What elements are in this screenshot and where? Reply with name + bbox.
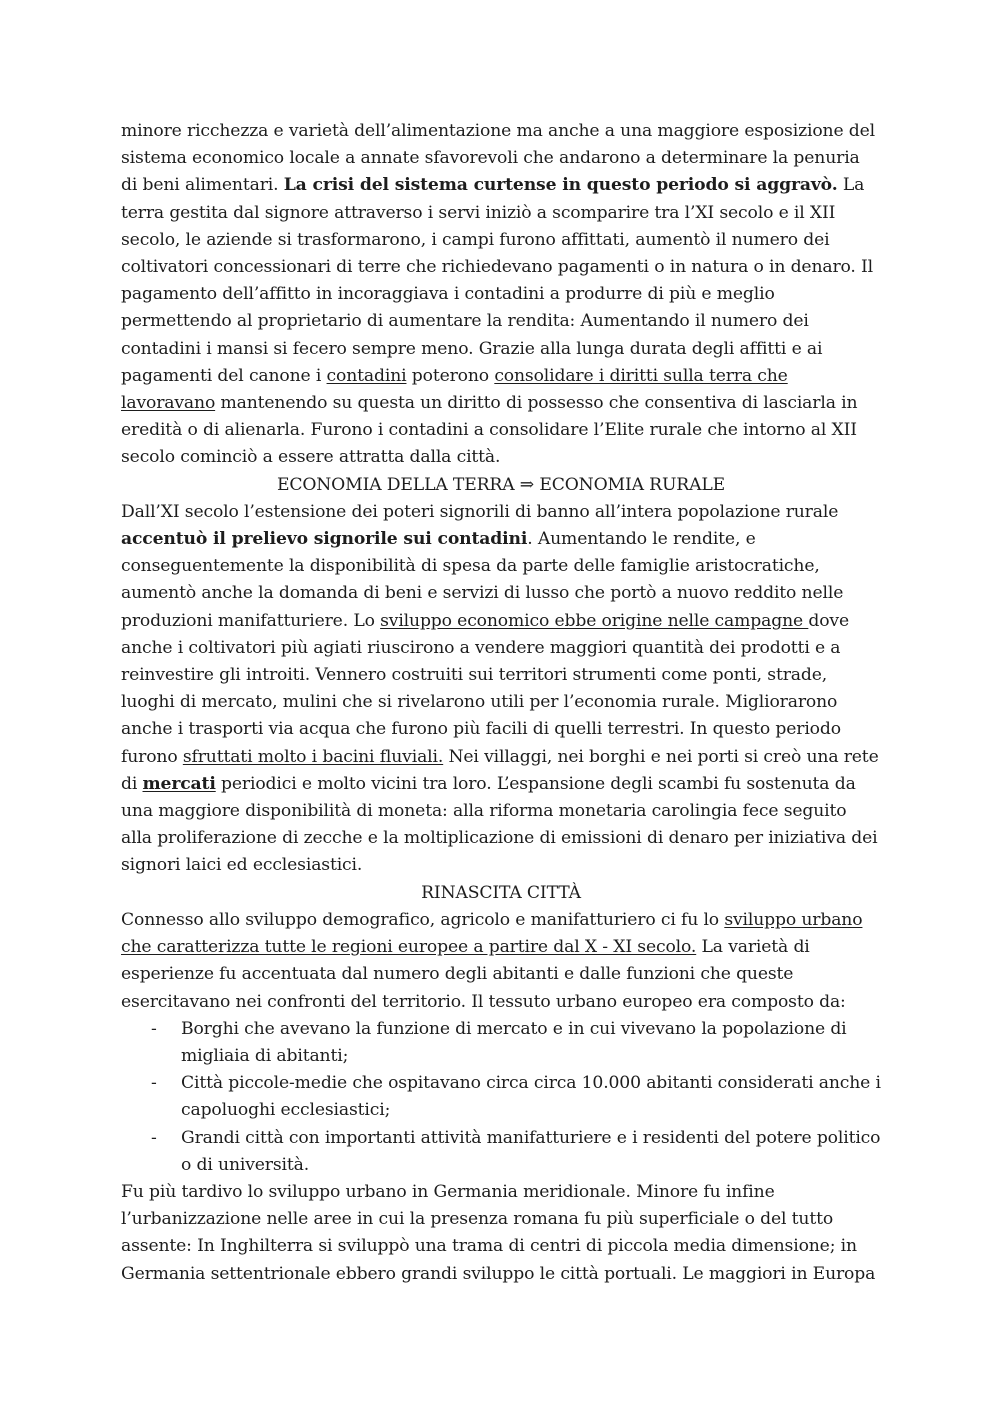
list-bullet: - [151, 1127, 157, 1148]
underlined-text: consolidare i diritti sulla terra che lavoravano [121, 365, 788, 414]
list-item [121, 1070, 881, 1124]
text: La terra gestita dal signore attraverso i servi iniziò a scomparire tra l’XI secolo e il XII secolo, le aziende si trasformarono, i campi furono affittati, aumentò il numero dei coltivatori concessionari di terre che richiedevano pagamenti o in natura o in denaro. Il pagamento dell’affitto in incoraggiava i contadini a produrre di più e meglio permettendo al proprietario di aumentare la rendita: Aumentando il numero dei contadini i mansi si fecero sempre meno. Grazie alla lunga durata degli affitti e ai pagamenti del canone i [121, 175, 874, 386]
underlined-text: sviluppo urbano che caratterizza tutte le regioni europee a partire dal X - XI secolo. [121, 909, 863, 958]
list-item [121, 1016, 881, 1070]
paragraph-curtense-crisis [121, 118, 881, 472]
paragraph-urban-development [121, 907, 881, 1016]
bold-text: La crisi del sistema curtense in questo periodo si aggravò. [283, 175, 838, 196]
underlined-text: contadini [326, 365, 407, 386]
paragraph-urbanization: Fu più tardivo lo sviluppo urbano in Germania meridionale. Minore fu infine l’urbanizzazione nelle aree in cui la presenza romana fu più superficiale o del tutto assente: In Inghilterra si sviluppò una trama di centri di piccola media dimensione; in Germania settentrionale ebbero grandi sviluppo le città portuali. Le maggiori in Europa [121, 1181, 876, 1284]
bold-underlined-text [143, 774, 216, 794]
list-item-text: Città piccole-medie che ospitavano circa circa 10.000 abitanti considerati anche i capoluoghi ecclesiastici; [181, 1073, 881, 1121]
underlined-text: mercati [142, 773, 216, 794]
text: dove anche i coltivatori più agiati riuscirono a vendere maggiori quantità dei prodotti e a reinvestire gli introiti. Vennero costruiti sui territori strumenti come ponti, strade, luoghi di mercato, mulini che si rivelarono utili per l’economia rurale. Migliorarono anche i trasporti via acqua che furono più facili di quelli terrestri. In questo periodo furono [121, 610, 849, 767]
bold-text: accentuò il prelievo signorile sui contadini [121, 529, 528, 550]
text: poterono [406, 365, 495, 386]
text: Connesso allo sviluppo demografico, agricolo e manifatturiero ci fu lo [121, 909, 725, 930]
text: Nei villaggi, nei borghi e nei porti si creò una rete di [121, 746, 879, 794]
text: Dall’XI secolo l’estensione dei poteri signorili di banno all’intera popolazione rurale [121, 501, 839, 522]
urban-fabric-list [121, 1016, 881, 1179]
text: mantenendo su questa un diritto di possesso che consentiva di lasciarla in eredità o di alienarla. Furono i contadini a consolidare l’Elite rurale che intorno al XII secolo cominciò a essere attratta dalla città. [121, 393, 858, 468]
paragraph-rural-economy [121, 499, 881, 880]
list-item-text: Grandi città con importanti attività manifatturiere e i residenti del potere politico o di università. [181, 1127, 881, 1175]
section-heading-city-rebirth: RINASCITA CITTÀ [421, 882, 581, 903]
document-page [121, 118, 881, 1288]
underlined-text: sfruttati molto i bacini fluviali. [182, 746, 444, 767]
list-bullet: - [151, 1018, 157, 1039]
list-item [121, 1125, 881, 1179]
list-bullet: - [151, 1073, 157, 1094]
section-heading-rural-economy: ECONOMIA DELLA TERRA ⇒ ECONOMIA RURALE [276, 474, 726, 495]
text: . Aumentando le rendite, e conseguentemente la disponibilità di spesa da parte delle famiglie aristocratiche, aumentò anche la domanda di beni e servizi di lusso che portò a nuovo reddito nelle produzioni manifatturiere. Lo [121, 529, 844, 631]
underlined-text: sviluppo economico ebbe origine nelle campagne [380, 610, 809, 631]
text: minore ricchezza e varietà dell’alimentazione ma anche a una maggiore esposizione del sistema economico locale a annate sfavorevoli che andarono a determinare la penuria di beni alimentari. [121, 121, 875, 196]
list-item-text: Borghi che avevano la funzione di mercato e in cui vivevano la popolazione di migliaia di abitanti; [181, 1018, 847, 1066]
text: periodici e molto vicini tra loro. L’espansione degli scambi fu sostenuta da una maggiore disponibilità di moneta: alla riforma monetaria carolingia fece seguito alla proliferazione di zecche e la moltiplicazione di emissioni di denaro per iniziativa dei signori laici ed ecclesiastici. [121, 773, 878, 876]
text: La varietà di esperienze fu accentuata dal numero degli abitanti e dalle funzioni che queste esercitavano nei confronti del territorio. Il tessuto urbano europeo era composto da: [121, 937, 846, 1012]
